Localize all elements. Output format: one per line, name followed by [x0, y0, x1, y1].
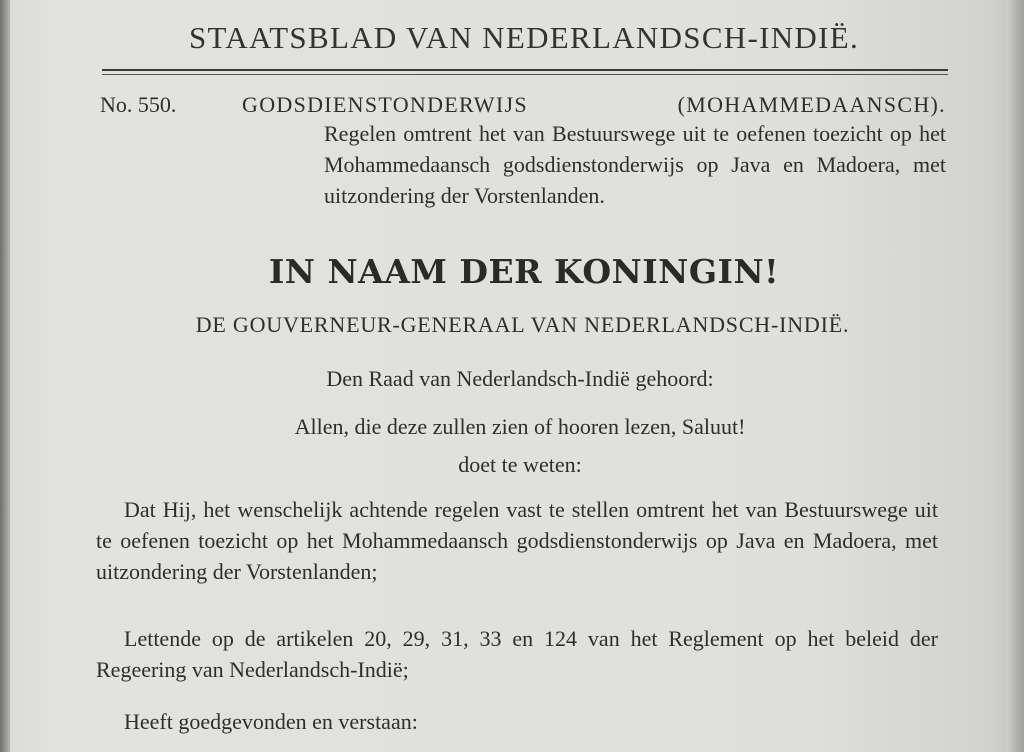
page-edge [1006, 0, 1024, 752]
announcement-line: doet te weten: [458, 452, 582, 477]
entry-number: No. 550. [100, 92, 177, 117]
header-rule-thin [102, 74, 948, 75]
page-header-title: STAATSBLAD VAN NEDERLANDSCH-INDIË. [188, 20, 860, 55]
header-rule-thick [102, 69, 948, 71]
council-heard-line: Den Raad van Nederlandsch-Indië gehoord: [326, 366, 714, 391]
authority-heading: DE GOUVERNEUR-GENERAAL VAN NEDERLANDSCH-INDIË. [195, 312, 850, 337]
paragraph-considering: Dat Hij, het wenschelijk achtende regelen vast te stellen omtrent het van Bestuurswege uit te oefenen toezicht op het Mohammedaansch godsdienstonderwijs op Java en Madoera, met uitzondering der Vorstenlanden; [96, 497, 938, 584]
page-binding-shadow [0, 0, 10, 752]
entry-subject: GODSDIENSTONDERWIJS (MOHAMMEDAANSCH). [242, 92, 946, 117]
salutation-line: Allen, die deze zullen zien of hooren lezen, Saluut! [294, 414, 746, 439]
paragraph-decision: Heeft goedgevonden en verstaan: [124, 709, 418, 734]
royal-heading: IN NAAM DER KONINGIN! [268, 252, 780, 291]
entry-summary: Regelen omtrent het van Bestuurswege uit te oefenen toezicht op het Mohammedaansch godsdienstonderwijs op Java en Madoera, met uitzondering der Vorstenlanden. [324, 121, 946, 208]
paragraph-articles: Lettende op de artikelen 20, 29, 31, 33 en 124 van het Reglement op het beleid der Regeering van Nederlandsch-Indië; [96, 626, 938, 682]
